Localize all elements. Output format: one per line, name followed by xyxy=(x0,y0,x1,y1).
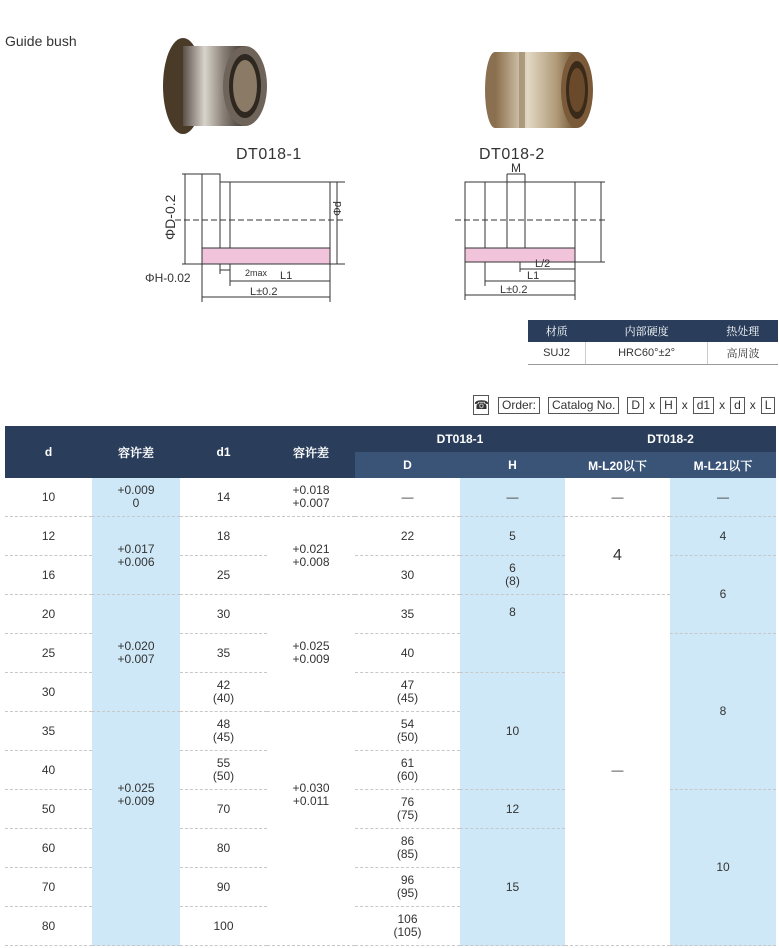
guide-bush-photo-1 xyxy=(155,34,280,139)
multiply-sign: x xyxy=(649,398,656,412)
table-row xyxy=(5,517,776,556)
multiply-sign: x xyxy=(719,398,726,412)
cell-d1: 80 xyxy=(180,829,267,868)
cell-h: 8 xyxy=(460,595,565,673)
cell-big-d: 86 (85) xyxy=(355,829,460,868)
l-label-2: L±0.2 xyxy=(500,284,528,296)
cell-d: 60 xyxy=(5,829,92,868)
cell-h: 6 (8) xyxy=(460,556,565,595)
cell-d: 10 xyxy=(5,478,92,517)
cell-d-tolerance: +0.009 0 xyxy=(92,478,180,517)
cell-d1: 100 xyxy=(180,907,267,946)
cell-h: 12 xyxy=(460,790,565,829)
header-m-l21: M-L21以下 xyxy=(670,452,776,478)
param-small-d-box: d xyxy=(730,397,745,414)
cell-d: 20 xyxy=(5,595,92,634)
cell-m-l21: 8 xyxy=(670,634,776,790)
page-title: Guide bush xyxy=(5,33,77,49)
cell-h: 5 xyxy=(460,517,565,556)
cell-m-l20: 4 xyxy=(565,517,670,595)
m-label: M xyxy=(511,162,521,175)
catalog-no-box: Catalog No. xyxy=(548,397,619,414)
cell-big-d: 22 xyxy=(355,517,460,556)
order-label: Order: xyxy=(498,397,540,414)
cell-d: 16 xyxy=(5,556,92,595)
diameter-h-label: ΦH-0.02 xyxy=(145,271,191,285)
cell-d1: 48 (45) xyxy=(180,712,267,751)
material-header: 材质 xyxy=(528,320,586,342)
hardness-value: HRC60°±2° xyxy=(586,342,708,365)
phone-icon: ☎ xyxy=(473,395,489,415)
cell-h: 15 xyxy=(460,829,565,946)
cell-d1: 90 xyxy=(180,868,267,907)
cell-d1: 18 xyxy=(180,517,267,556)
cell-d: 25 xyxy=(5,634,92,673)
cell-d: 35 xyxy=(5,712,92,751)
cell-m-l20: — xyxy=(565,595,670,946)
cell-d: 50 xyxy=(5,790,92,829)
cell-big-d: 47 (45) xyxy=(355,673,460,712)
param-l-box: L xyxy=(761,397,776,414)
header-group-dt018-1: DT018-1 xyxy=(355,426,565,452)
param-d1-box: d1 xyxy=(693,397,714,414)
heat-treatment-value: 高周波 xyxy=(708,342,778,365)
cell-m-l21: 6 xyxy=(670,556,776,634)
cell-big-d: 106 (105) xyxy=(355,907,460,946)
header-m-l20: M-L20以下 xyxy=(565,452,670,478)
cell-d1: 25 xyxy=(180,556,267,595)
cell-big-d: 96 (95) xyxy=(355,868,460,907)
cell-big-d: 30 xyxy=(355,556,460,595)
header-big-d: D xyxy=(355,452,460,478)
two-max-label: 2max xyxy=(245,268,268,278)
technical-drawing-dt018-1 xyxy=(145,162,355,307)
small-d-label: Φd xyxy=(332,201,344,216)
cell-d: 12 xyxy=(5,517,92,556)
header-h: H xyxy=(460,452,565,478)
header-d: d xyxy=(5,426,92,478)
l1-label: L1 xyxy=(280,270,293,282)
cell-big-d: 76 (75) xyxy=(355,790,460,829)
l-label: L±0.2 xyxy=(250,286,278,298)
diameter-d-label: ΦD-0.2 xyxy=(162,194,178,240)
cell-d1: 30 xyxy=(180,595,267,634)
technical-drawing-dt018-2 xyxy=(455,162,615,307)
cell-m-l21: 4 xyxy=(670,517,776,556)
cell-big-d: 61 (60) xyxy=(355,751,460,790)
cell-h: 10 xyxy=(460,673,565,790)
cell-d1: 42 (40) xyxy=(180,673,267,712)
cell-d1-tolerance: +0.018 +0.007 xyxy=(267,478,355,517)
cell-d-tolerance: +0.017 +0.006 xyxy=(92,517,180,595)
model-label-dt018-1: DT018-1 xyxy=(236,146,302,163)
cell-d-tolerance: +0.025 +0.009 xyxy=(92,712,180,946)
order-line xyxy=(473,393,779,417)
l1-label-2: L1 xyxy=(527,270,540,282)
cell-big-d: 35 xyxy=(355,595,460,634)
material-table xyxy=(528,320,778,365)
cell-d: 70 xyxy=(5,868,92,907)
guide-bush-photo-2 xyxy=(483,38,603,143)
cell-m-l20: — xyxy=(565,478,670,517)
cell-d1: 14 xyxy=(180,478,267,517)
cell-d-tolerance: +0.020 +0.007 xyxy=(92,595,180,712)
cell-d: 30 xyxy=(5,673,92,712)
table-row xyxy=(5,478,776,517)
table-row xyxy=(5,595,776,634)
cell-d1: 55 (50) xyxy=(180,751,267,790)
cell-d: 80 xyxy=(5,907,92,946)
header-tolerance-d: 容许差 xyxy=(92,426,180,478)
header-d1: d1 xyxy=(180,426,267,478)
multiply-sign: x xyxy=(749,398,756,412)
cell-d1: 70 xyxy=(180,790,267,829)
cell-d1-tolerance: +0.025 +0.009 xyxy=(267,595,355,712)
hardness-header: 内部硬度 xyxy=(586,320,708,342)
cell-d1-tolerance: +0.030 +0.011 xyxy=(267,712,355,946)
model-label-dt018-2: DT018-2 xyxy=(479,146,545,163)
l-half-label: L/2 xyxy=(535,258,551,270)
cell-d1-tolerance: +0.021 +0.008 xyxy=(267,517,355,595)
param-h-box: H xyxy=(660,397,677,414)
cell-big-d: 40 xyxy=(355,634,460,673)
cell-h: — xyxy=(460,478,565,517)
cell-d: 40 xyxy=(5,751,92,790)
cell-big-d: 54 (50) xyxy=(355,712,460,751)
heat-treatment-header: 热处理 xyxy=(708,320,778,342)
cell-big-d: — xyxy=(355,478,460,517)
cell-m-l21: 10 xyxy=(670,790,776,946)
header-tolerance-d1: 容许差 xyxy=(267,426,355,478)
multiply-sign: x xyxy=(681,398,688,412)
header-group-dt018-2: DT018-2 xyxy=(565,426,776,452)
cell-d1: 35 xyxy=(180,634,267,673)
param-d-box: D xyxy=(627,397,644,414)
material-value: SUJ2 xyxy=(528,342,586,365)
cell-m-l21: — xyxy=(670,478,776,517)
spec-table xyxy=(5,426,776,946)
